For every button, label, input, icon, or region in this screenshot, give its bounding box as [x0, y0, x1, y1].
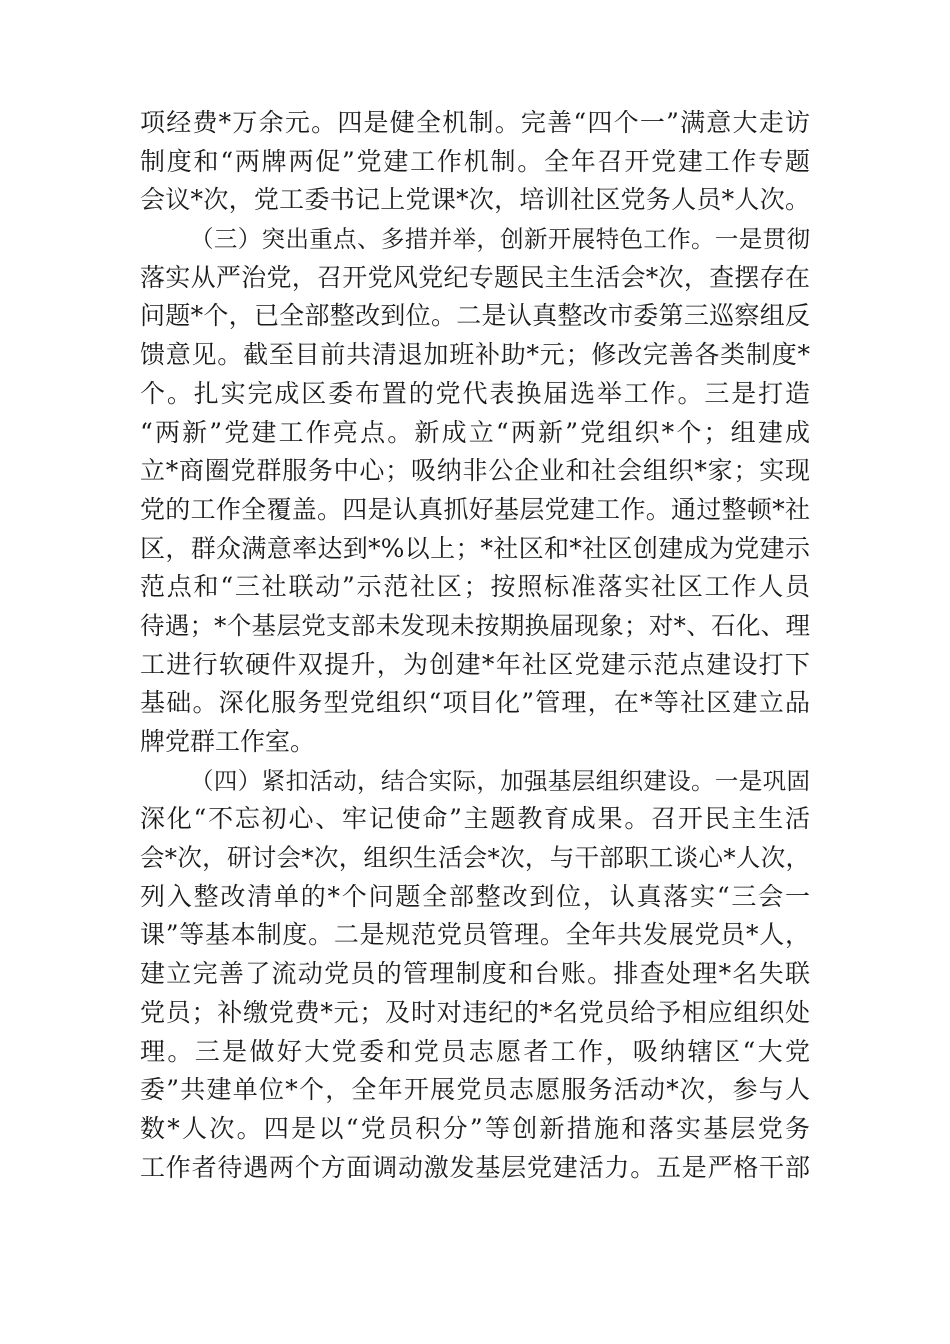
text-line: 深化“不忘初心、牢记使命”主题教育成果。召开民主生活	[140, 804, 810, 834]
text-line: 立*商圈党群服务中心；吸纳非公企业和社会组织*家；实现	[140, 456, 810, 486]
text-line: 落实从严治党，召开党风党纪专题民主生活会*次，查摆存在	[140, 262, 810, 292]
text-line: 工进行软硬件双提升，为创建*年社区党建示范点建设打下	[140, 649, 810, 679]
text-line: 问题*个，已全部整改到位。二是认真整改市委第三巡察组反	[140, 301, 810, 331]
text-line: 理。三是做好大党委和党员志愿者工作，吸纳辖区“大党	[140, 1036, 810, 1066]
text-line: 牌党群工作室。	[140, 727, 316, 756]
text-line: 区，群众满意率达到*%以上；*社区和*社区创建成为党建示	[140, 533, 810, 563]
text-line: 列入整改清单的*个问题全部整改到位，认真落实“三会一	[140, 881, 810, 911]
paragraph-first-line: （三）突出重点、多措并举，创新开展特色工作。一是贯彻	[190, 225, 810, 254]
text-line: 会*次，研讨会*次，组织生活会*次，与干部职工谈心*人次，	[140, 843, 810, 873]
text-line: 工作者待遇两个方面调动激发基层党建活力。五是严格干部	[140, 1152, 810, 1182]
paragraph-first-line: （四）紧扣活动，结合实际，加强基层组织建设。一是巩固	[190, 766, 810, 795]
text-line: 党员；补缴党费*元；及时对违纪的*名党员给予相应组织处	[140, 997, 810, 1027]
text-line: 范点和“三社联动”示范社区；按照标准落实社区工作人员	[140, 572, 810, 602]
text-line: 待遇；*个基层党支部未发现未按期换届现象；对*、石化、理	[140, 610, 810, 640]
text-line: 建立完善了流动党员的管理制度和台账。排查处理*名失联	[140, 959, 810, 989]
text-line: 会议*次，党工委书记上党课*次，培训社区党务人员*人次。	[140, 185, 810, 215]
text-line: 项经费*万余元。四是健全机制。完善“四个一”满意大走访	[140, 108, 810, 137]
text-line: 党的工作全覆盖。四是认真抓好基层党建工作。通过整顿*社	[140, 494, 810, 524]
text-line: 制度和“两牌两促”党建工作机制。全年召开党建工作专题	[140, 146, 810, 176]
text-line: 个。扎实完成区委布置的党代表换届选举工作。三是打造	[140, 378, 810, 408]
text-line: 基础。深化服务型党组织“项目化”管理，在*等社区建立品	[140, 688, 810, 718]
text-line: 课”等基本制度。二是规范党员管理。全年共发展党员*人，	[140, 920, 810, 950]
text-line: 数*人次。四是以“党员积分”等创新措施和落实基层党务	[140, 1113, 810, 1143]
text-line: “两新”党建工作亮点。新成立“两新”党组织*个；组建成	[140, 417, 810, 447]
text-line: 馈意见。截至目前共清退加班补助*元；修改完善各类制度*	[140, 340, 810, 370]
text-line: 委”共建单位*个，全年开展党员志愿服务活动*次，参与人	[140, 1075, 810, 1105]
document-page	[140, 104, 810, 1187]
